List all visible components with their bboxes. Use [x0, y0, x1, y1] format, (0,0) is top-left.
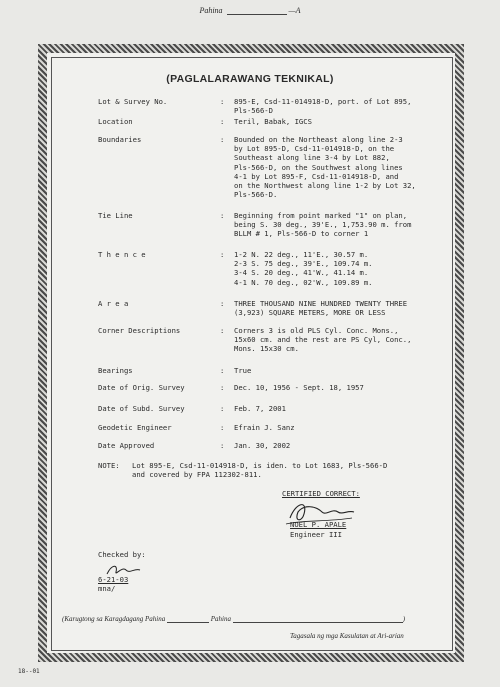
- row-label: Tie Line: [98, 211, 133, 220]
- row-value: Teril, Babak, IGCS: [234, 117, 312, 126]
- page-label: Pahina: [199, 6, 223, 15]
- row-value: Jan. 30, 2002: [234, 441, 291, 450]
- row-value: Beginning from point marked "1" on plan, being S. 30 deg., 39'E., 1,753.90 m. from BLLM # 1, Pls-566-D to corner 1: [234, 211, 412, 239]
- form-code: 18--01: [18, 668, 40, 675]
- row-value: 895-E, Csd-11-014918-D, port. of Lot 895, Pls-566-D: [234, 97, 412, 116]
- row-label: Date of Subd. Survey: [98, 404, 185, 413]
- footer-page-label: Pahina: [210, 615, 231, 623]
- row-label: A r e a: [98, 299, 129, 308]
- certified-correct-label: CERTIFIED CORRECT:: [282, 489, 360, 498]
- continued-label: (Karugtong sa Karagdagang Pahina: [62, 615, 166, 623]
- page-number-line: [227, 14, 287, 15]
- signer-name: NOEL P. APALE: [290, 520, 347, 529]
- page-suffix: —A: [288, 6, 301, 15]
- document-title: (PAGLALARAWANG TEKNIKAL): [166, 73, 334, 85]
- checked-stamp: [98, 576, 128, 593]
- row-label: Geodetic Engineer: [98, 423, 172, 432]
- row-value: Feb. 7, 2001: [234, 404, 286, 413]
- row-label: Location: [98, 117, 133, 126]
- signer-title: Engineer III: [290, 529, 342, 539]
- checked-date: 6-21-03: [98, 575, 129, 584]
- row-label: Corner Descriptions: [98, 326, 181, 335]
- row-value: Corners 3 is old PLS Cyl. Conc. Mons., 15x60 cm. and the rest are PS Cyl, Conc., Mons. 15x30 cm.: [234, 326, 412, 354]
- continuation-footer: (Karugtong sa Karagdagang Pahina Pahina ): [62, 615, 406, 623]
- note-text: Lot 895-E, Csd-11-014918-D, is iden. to Lot 1683, Pls-566-D and covered by FPA 112302-811.: [132, 461, 388, 480]
- row-value: Bounded on the Northeast along line 2-3 by Lot 895-D, Csd-11-014918-D, on the Southeast along line 3-4 by Lot 882, Pls-566-D, on the Southwest along lines 4-1 by Lot 895-F, Csd-11-014918-D, and on the Northwest along line 1-2 by Lot 32, Pls-566-D.: [234, 135, 416, 200]
- row-label: Date Approved: [98, 441, 155, 450]
- signer-block: [290, 520, 346, 539]
- row-value: Dec. 10, 1956 - Sept. 18, 1957: [234, 383, 364, 392]
- page-header: [0, 6, 500, 15]
- row-value: True: [234, 366, 252, 375]
- row-value: Efrain J. Sanz: [234, 423, 295, 432]
- registrar-caption: Tagasala ng mga Kasulatan at Ari-arian: [290, 632, 404, 640]
- row-label: Boundaries: [98, 135, 142, 144]
- note-label: NOTE:: [98, 461, 120, 470]
- row-label: Date of Orig. Survey: [98, 383, 185, 392]
- checked-initials: mna/: [98, 583, 116, 593]
- row-value: 1-2 N. 22 deg., 11'E., 30.57 m. 2-3 S. 75 deg., 39'E., 109.74 m. 3-4 S. 20 deg., 41'W., 41.14 m. 4-1 N. 70 deg., 02'W., 109.89 m.: [234, 250, 373, 287]
- row-value: THREE THOUSAND NINE HUNDRED TWENTY THREE (3,923) SQUARE METERS, MORE OR LESS: [234, 299, 408, 318]
- row-label: T h e n c e: [98, 250, 146, 259]
- checked-by-label: Checked by:: [98, 550, 146, 559]
- row-label: Lot & Survey No.: [98, 97, 168, 106]
- row-label: Bearings: [98, 366, 133, 375]
